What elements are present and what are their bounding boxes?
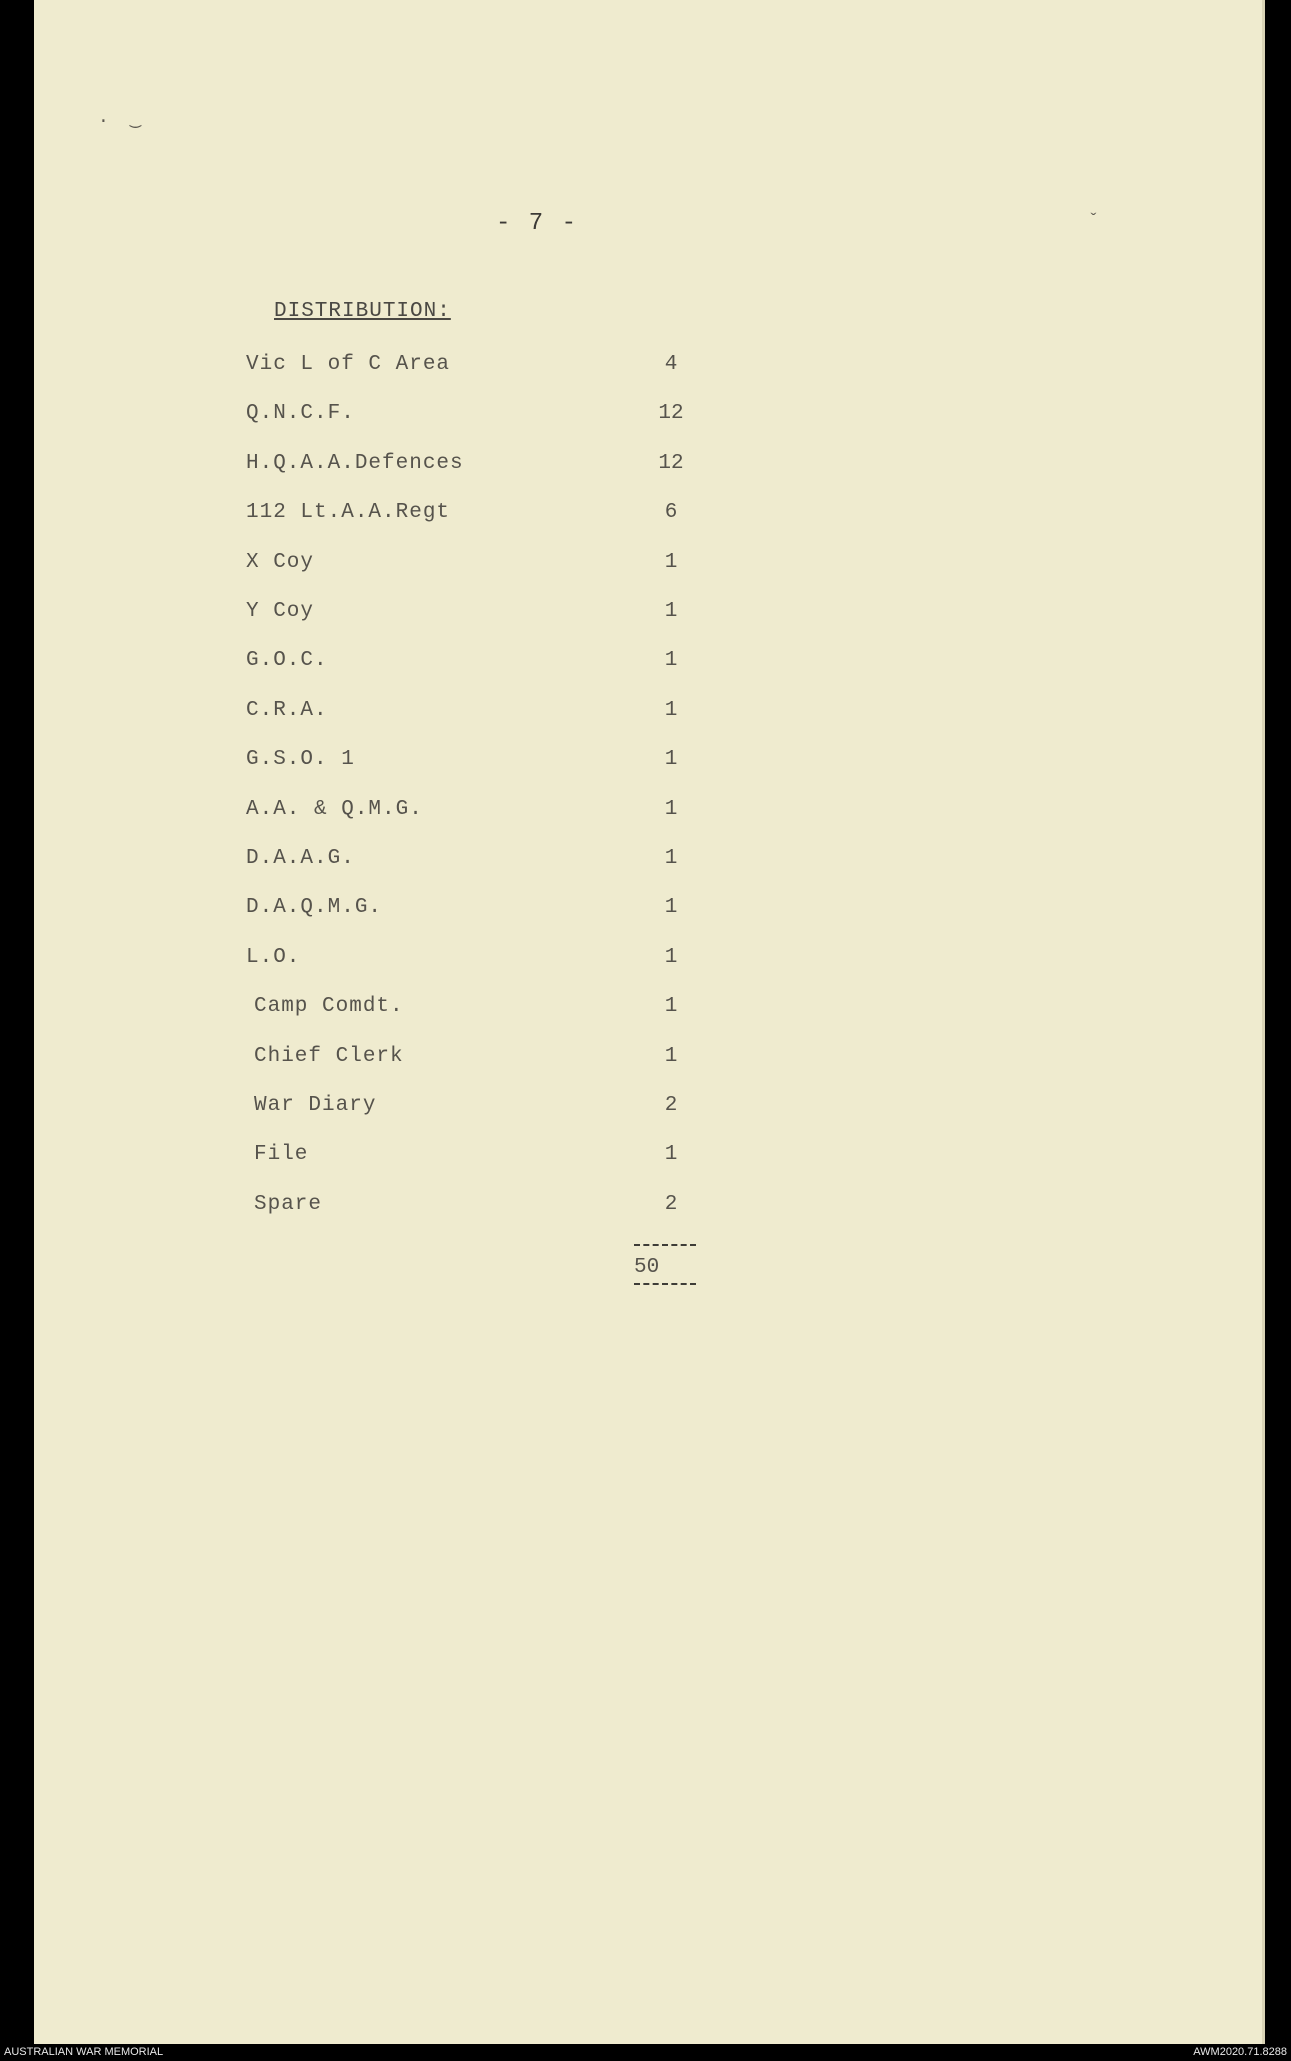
punch-hole-mark: ˇ bbox=[1088, 212, 1099, 232]
recipient-name: H.Q.A.A.Defences bbox=[246, 452, 464, 475]
recipient-name: A.A. & Q.M.G. bbox=[246, 798, 423, 821]
distribution-row bbox=[34, 353, 1262, 393]
copy-count: 1 bbox=[664, 748, 678, 771]
copy-count: 12 bbox=[658, 452, 684, 475]
recipient-name: L.O. bbox=[246, 946, 301, 969]
copy-count: 1 bbox=[664, 847, 678, 870]
copy-count: 1 bbox=[664, 946, 678, 969]
distribution-row bbox=[34, 1193, 1262, 1233]
copy-count: 6 bbox=[664, 501, 678, 524]
copy-count: 1 bbox=[664, 600, 678, 623]
archive-footer bbox=[0, 2044, 1291, 2061]
distribution-row bbox=[34, 1045, 1262, 1085]
document-page bbox=[34, 0, 1265, 2044]
distribution-row bbox=[34, 1143, 1262, 1183]
distribution-row bbox=[34, 748, 1262, 788]
recipient-name: G.O.C. bbox=[246, 649, 328, 672]
recipient-name: Q.N.C.F. bbox=[246, 402, 355, 425]
distribution-heading: DISTRIBUTION: bbox=[274, 300, 451, 323]
copy-count: 1 bbox=[664, 798, 678, 821]
recipient-name: Spare bbox=[254, 1193, 323, 1216]
recipient-name: Chief Clerk bbox=[254, 1045, 404, 1068]
recipient-name: X Coy bbox=[246, 551, 315, 574]
distribution-row bbox=[34, 946, 1262, 986]
recipient-name: D.A.A.G. bbox=[246, 847, 355, 870]
copy-count: 12 bbox=[658, 402, 684, 425]
copy-count: 1 bbox=[664, 896, 678, 919]
archive-name: AUSTRALIAN WAR MEMORIAL bbox=[4, 2046, 164, 2058]
distribution-row bbox=[34, 551, 1262, 591]
recipient-name: War Diary bbox=[254, 1094, 377, 1117]
recipient-name: Y Coy bbox=[246, 600, 315, 623]
copy-count: 4 bbox=[664, 353, 678, 376]
recipient-name: Camp Comdt. bbox=[254, 995, 404, 1018]
distribution-row bbox=[34, 699, 1262, 739]
distribution-row bbox=[34, 995, 1262, 1035]
page-number: - 7 - bbox=[496, 210, 579, 237]
recipient-name: D.A.Q.M.G. bbox=[246, 896, 383, 919]
copy-count: 1 bbox=[664, 1143, 678, 1166]
recipient-name: 112 Lt.A.A.Regt bbox=[246, 501, 451, 524]
total-rule-bottom bbox=[634, 1283, 696, 1285]
archive-reference: AWM2020.71.8288 bbox=[1193, 2046, 1287, 2058]
distribution-row bbox=[34, 847, 1262, 887]
copy-count: 1 bbox=[664, 1045, 678, 1068]
copy-count: 1 bbox=[664, 551, 678, 574]
distribution-row bbox=[34, 798, 1262, 838]
distribution-row bbox=[34, 1094, 1262, 1134]
recipient-name: G.S.O. 1 bbox=[246, 748, 355, 771]
distribution-row bbox=[34, 402, 1262, 442]
punch-hole-mark: · bbox=[98, 112, 109, 132]
distribution-row bbox=[34, 649, 1262, 689]
recipient-name: Vic L of C Area bbox=[246, 353, 451, 376]
copy-count: 2 bbox=[664, 1094, 678, 1117]
distribution-row bbox=[34, 600, 1262, 640]
total-rule-top bbox=[634, 1244, 696, 1246]
copy-count: 1 bbox=[664, 699, 678, 722]
punch-hole-mark: ‿ bbox=[130, 110, 141, 130]
copy-count: 1 bbox=[664, 995, 678, 1018]
recipient-name: C.R.A. bbox=[246, 699, 328, 722]
distribution-row bbox=[34, 452, 1262, 492]
distribution-total: 50 bbox=[634, 1256, 660, 1279]
copy-count: 2 bbox=[664, 1193, 678, 1216]
distribution-row bbox=[34, 896, 1262, 936]
copy-count: 1 bbox=[664, 649, 678, 672]
distribution-row bbox=[34, 501, 1262, 541]
recipient-name: File bbox=[254, 1143, 309, 1166]
